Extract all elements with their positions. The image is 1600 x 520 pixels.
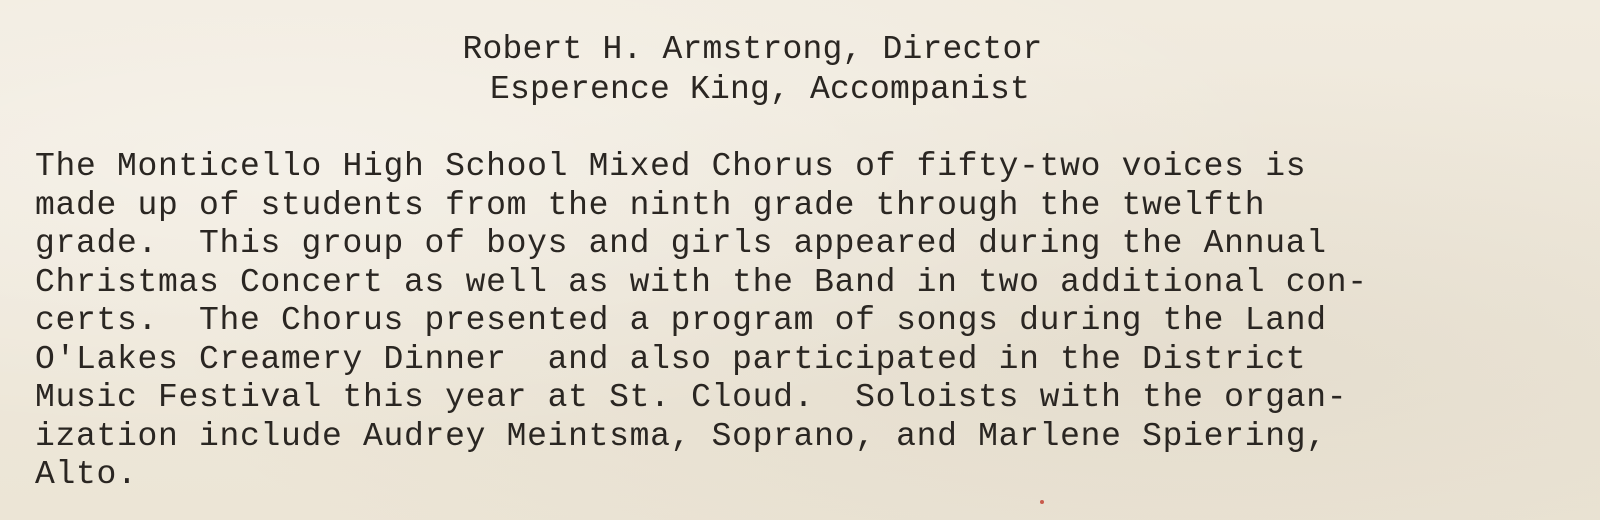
paragraph-line: Alto.	[35, 456, 138, 493]
accompanist-line: Esperence King, Accompanist	[489, 71, 1031, 108]
paragraph-line: certs. The Chorus presented a program of songs during the Land	[35, 302, 1327, 339]
director-line: Robert H. Armstrong, Director	[462, 31, 1043, 68]
document-header	[0, 30, 1600, 110]
paragraph-line: grade. This group of boys and girls appeared during the Annual	[35, 225, 1327, 262]
paragraph-line: Music Festival this year at St. Cloud. Soloists with the organ-	[35, 379, 1348, 416]
ink-speck	[1040, 500, 1044, 504]
paragraph-line: ization include Audrey Meintsma, Soprano, and Marlene Spiering,	[35, 417, 1327, 455]
body-paragraph	[35, 148, 1575, 495]
paragraph-line: made up of students from the ninth grade through the twelfth	[35, 186, 1266, 224]
paragraph-line: Christmas Concert as well as with the Band in two additional con-	[35, 263, 1368, 301]
paragraph-line: The Monticello High School Mixed Chorus of fifty-two voices is	[35, 148, 1307, 185]
paragraph-line: O'Lakes Creamery Dinner and also participated in the District	[35, 340, 1307, 378]
